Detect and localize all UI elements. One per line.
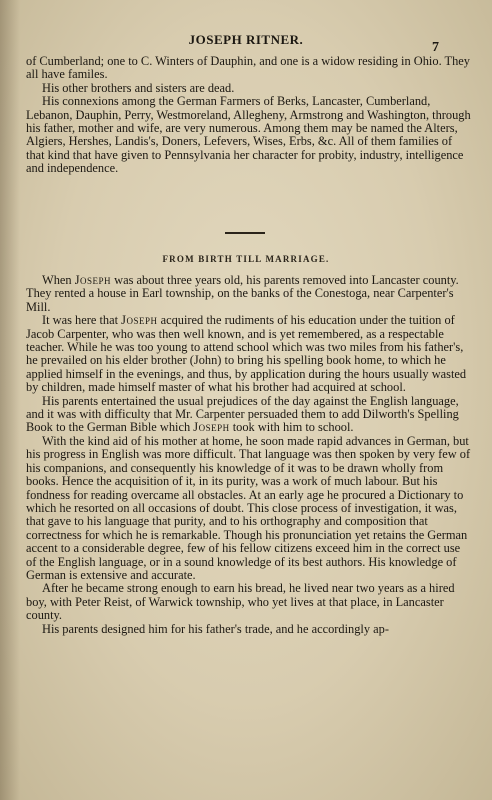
- name-smallcaps: Joseph: [121, 313, 158, 328]
- name-smallcaps: Joseph: [74, 273, 112, 287]
- paragraph-removal: [26, 274, 472, 314]
- paragraph-trade: [26, 623, 472, 636]
- paragraph-continued: of Cumberland; one to C. Winters of Dauphin, and one is a widow residing in Ohio. They all have familes.: [26, 54, 471, 82]
- running-head: JOSEPH RITNER.: [188, 32, 304, 47]
- page-number: 7: [432, 40, 439, 55]
- paragraph-german-english: [26, 435, 472, 582]
- paragraph-brothers-sisters: His other brothers and sisters are dead.: [42, 80, 235, 95]
- section-heading: FROM BIRTH TILL MARRIAGE.: [162, 254, 330, 264]
- text-run: took with him to school.: [229, 420, 354, 435]
- paragraph-prejudices: [26, 395, 472, 435]
- paragraph-education: [26, 314, 472, 394]
- paragraph-hired-boy: [26, 582, 472, 622]
- text-run: It was here that: [42, 313, 122, 328]
- text-run: His parents designed him for his father's trade, and he accordingly ap-: [42, 621, 389, 636]
- text-run: After he became strong enough to earn his bread, he lived near two years as a hired boy, with Peter Reist, of Warwick township, who yet lives at that place, in Lancaster county.: [26, 581, 455, 623]
- continued-text-block: [26, 55, 472, 176]
- main-text-block: [26, 274, 472, 636]
- text-run: When: [42, 273, 75, 287]
- text-run: With the kind aid of his mother at home, he soon made rapid advances in German, but his progress in English was more difficult. That language was then spoken by very few of his companions, and consequently his knowledge of it was to be drawn wholly from books. Hence the acquisition of it, in its purity, was a work of much labour. But his fondness for reading overcame all obstacles. At an early age he procured a Dictionary to which he resorted on all occasions of doubt. This close process of investigation, it was, that gave to his language that purity, and to his orthography and composition that correctness for which he is remarkable. Though his pronunciation yet retains the German accent to a considerable degree, few of his fellow citizens exceed him in the correct use of the English language, or in a sound knowledge of its best authors. His knowledge of German is extensive and accurate.: [26, 433, 471, 582]
- section-divider-rule: [225, 232, 265, 234]
- name-smallcaps: Joseph: [193, 420, 230, 435]
- text-run: acquired the rudiments of his education under the tuition of Jacob Carpenter, who was then well known, and is yet remembered, as a respectable teacher. While he was too young to attend school which was two miles from his father's, he prevailed on his elder brother (John) to bring his spelling book home, to which he applied himself in the evenings, and thus, by application during the hours usually wasted by children, made himself master of what his brother had acquired at school.: [26, 313, 467, 395]
- text-run: His parents entertained the usual prejudices of the day against the English language, and it was with difficulty that Mr. Carpenter persuaded them to add Dilworth's Spelling Book to the German Bible which: [26, 393, 459, 435]
- paragraph-connexions: His connexions among the German Farmers of Berks, Lancaster, Cumberland, Lebanon, Dauphin, Perry, Westmoreland, Allegheny, Armstrong and Washington, through his father, mother and wife, are very numerous. Among them may be named the Alters, Algiers, Hershes, Landis's, Doners, Lefevers, Wises, Erbs, &c. All of them families of that kind that have given to Pennsylvania her character for probity, industry, intelligence and independence.: [26, 94, 471, 176]
- text-run: was about three years old, his parents removed into Lancaster county. They rented a house in Earl township, on the banks of the Conestoga, near Carpenter's Mill.: [26, 273, 459, 314]
